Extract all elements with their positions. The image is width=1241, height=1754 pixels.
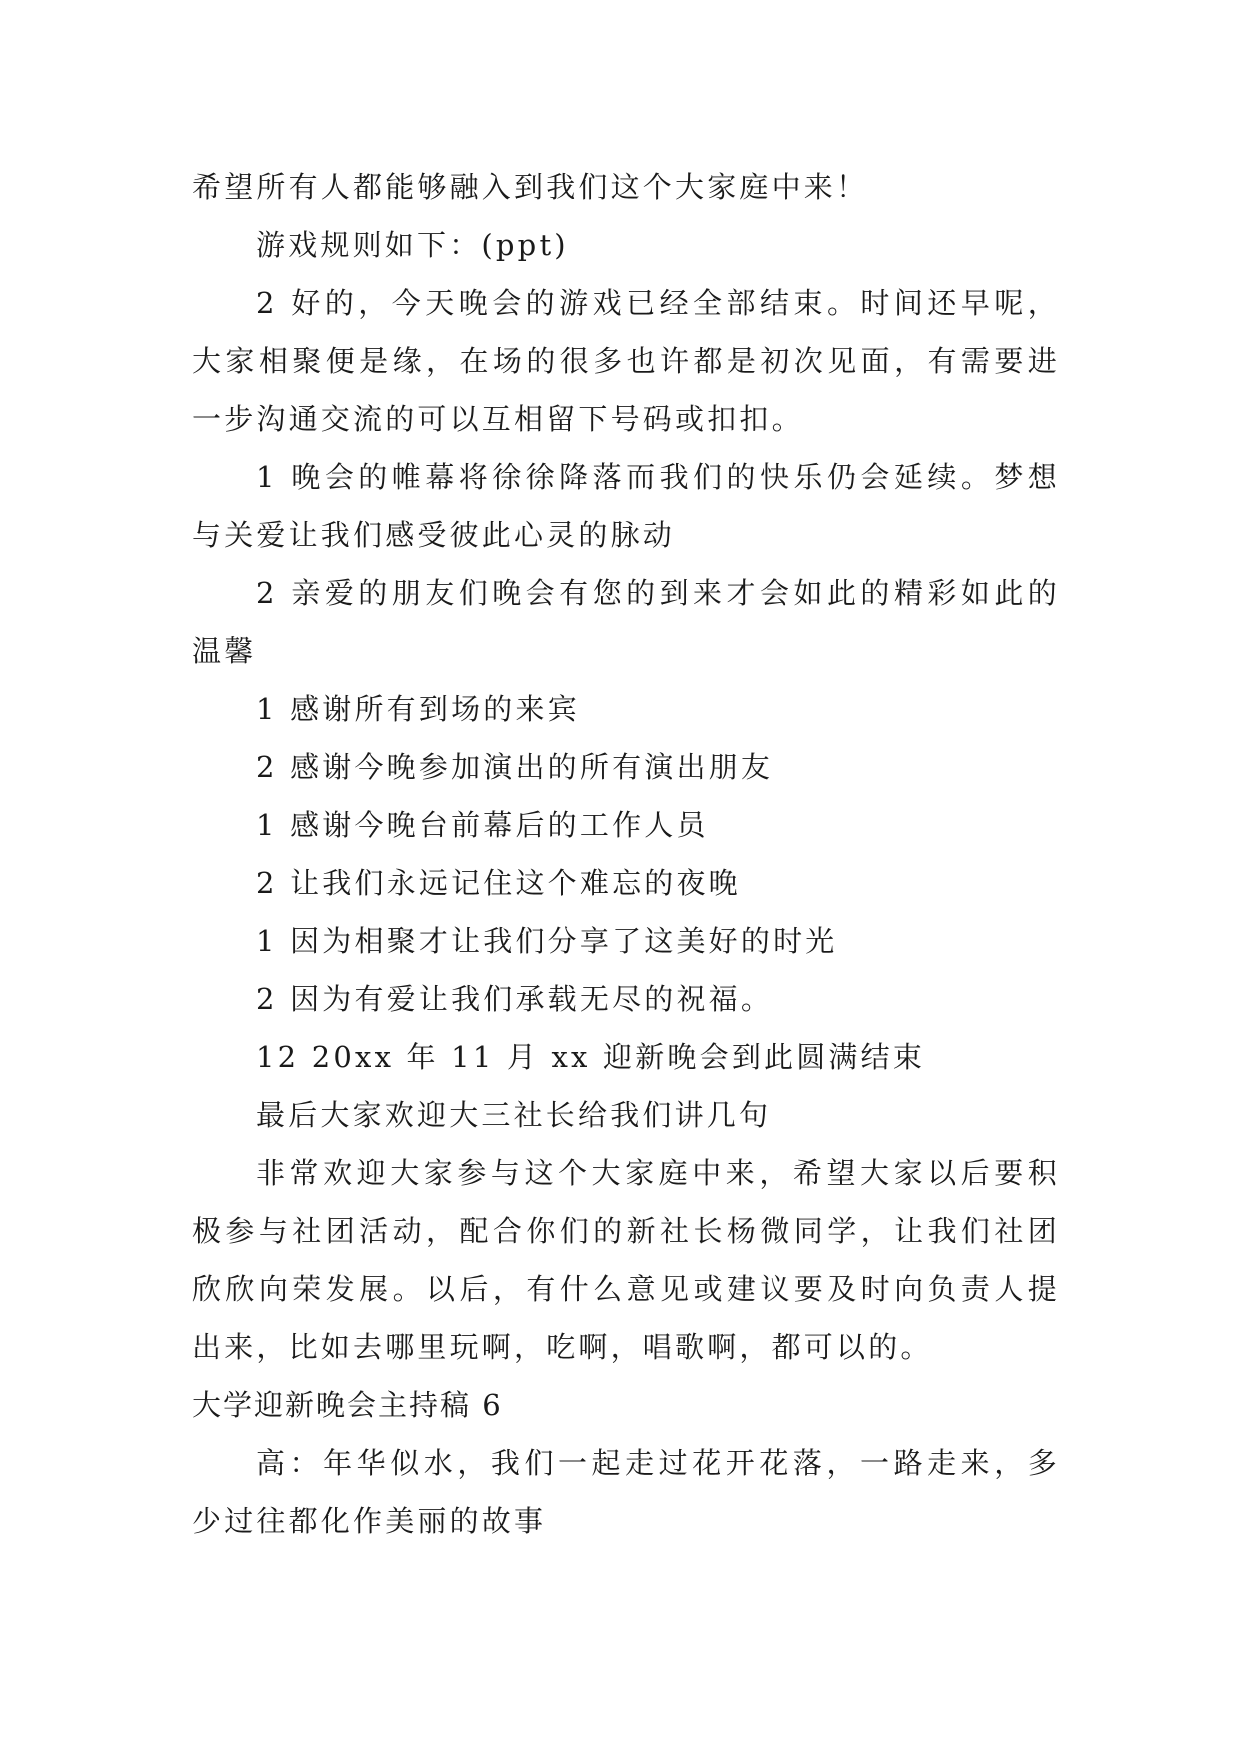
paragraph-10: 1 因为相聚才让我们分享了这美好的时光: [256, 924, 838, 958]
paragraph-8: 1 感谢今晚台前幕后的工作人员: [256, 808, 709, 842]
paragraph-7: 2 感谢今晚参加演出的所有演出朋友: [256, 750, 774, 784]
section-heading: 大学迎新晚会主持稿 6: [192, 1388, 503, 1422]
paragraph-5: 2 亲爱的朋友们晚会有您的到来才会如此的精彩如此的温馨: [192, 576, 1060, 668]
document-body: [192, 158, 1060, 1550]
paragraph-4: 1 晚会的帷幕将徐徐降落而我们的快乐仍会延续。梦想与关爱让我们感受彼此心灵的脉动: [192, 460, 1060, 552]
paragraph-1: 希望所有人都能够融入到我们这个大家庭中来！: [192, 170, 869, 204]
paragraph-3: 2 好的，今天晚会的游戏已经全部结束。时间还早呢，大家相聚便是缘，在场的很多也许都是初次见面，有需要进一步沟通交流的可以互相留下号码或扣扣。: [192, 286, 1060, 436]
paragraph-6: 1 感谢所有到场的来宾: [256, 692, 580, 726]
paragraph-13: 最后大家欢迎大三社长给我们讲几句: [256, 1098, 772, 1132]
paragraph-9: 2 让我们永远记住这个难忘的夜晚: [256, 866, 741, 900]
paragraph-14: 非常欢迎大家参与这个大家庭中来，希望大家以后要积极参与社团活动，配合你们的新社长杨微同学，让我们社团欣欣向荣发展。以后，有什么意见或建议要及时向负责人提出来，比如去哪里玩啊，吃啊，唱歌啊，都可以的。: [192, 1156, 1060, 1364]
paragraph-15: 高：年华似水，我们一起走过花开花落，一路走来，多少过往都化作美丽的故事: [192, 1446, 1060, 1538]
paragraph-11: 2 因为有爱让我们承载无尽的祝福。: [256, 982, 774, 1016]
paragraph-12: 12 20xx 年 11 月 xx 迎新晚会到此圆满结束: [256, 1040, 926, 1074]
paragraph-2: 游戏规则如下：(ppt): [256, 228, 569, 262]
